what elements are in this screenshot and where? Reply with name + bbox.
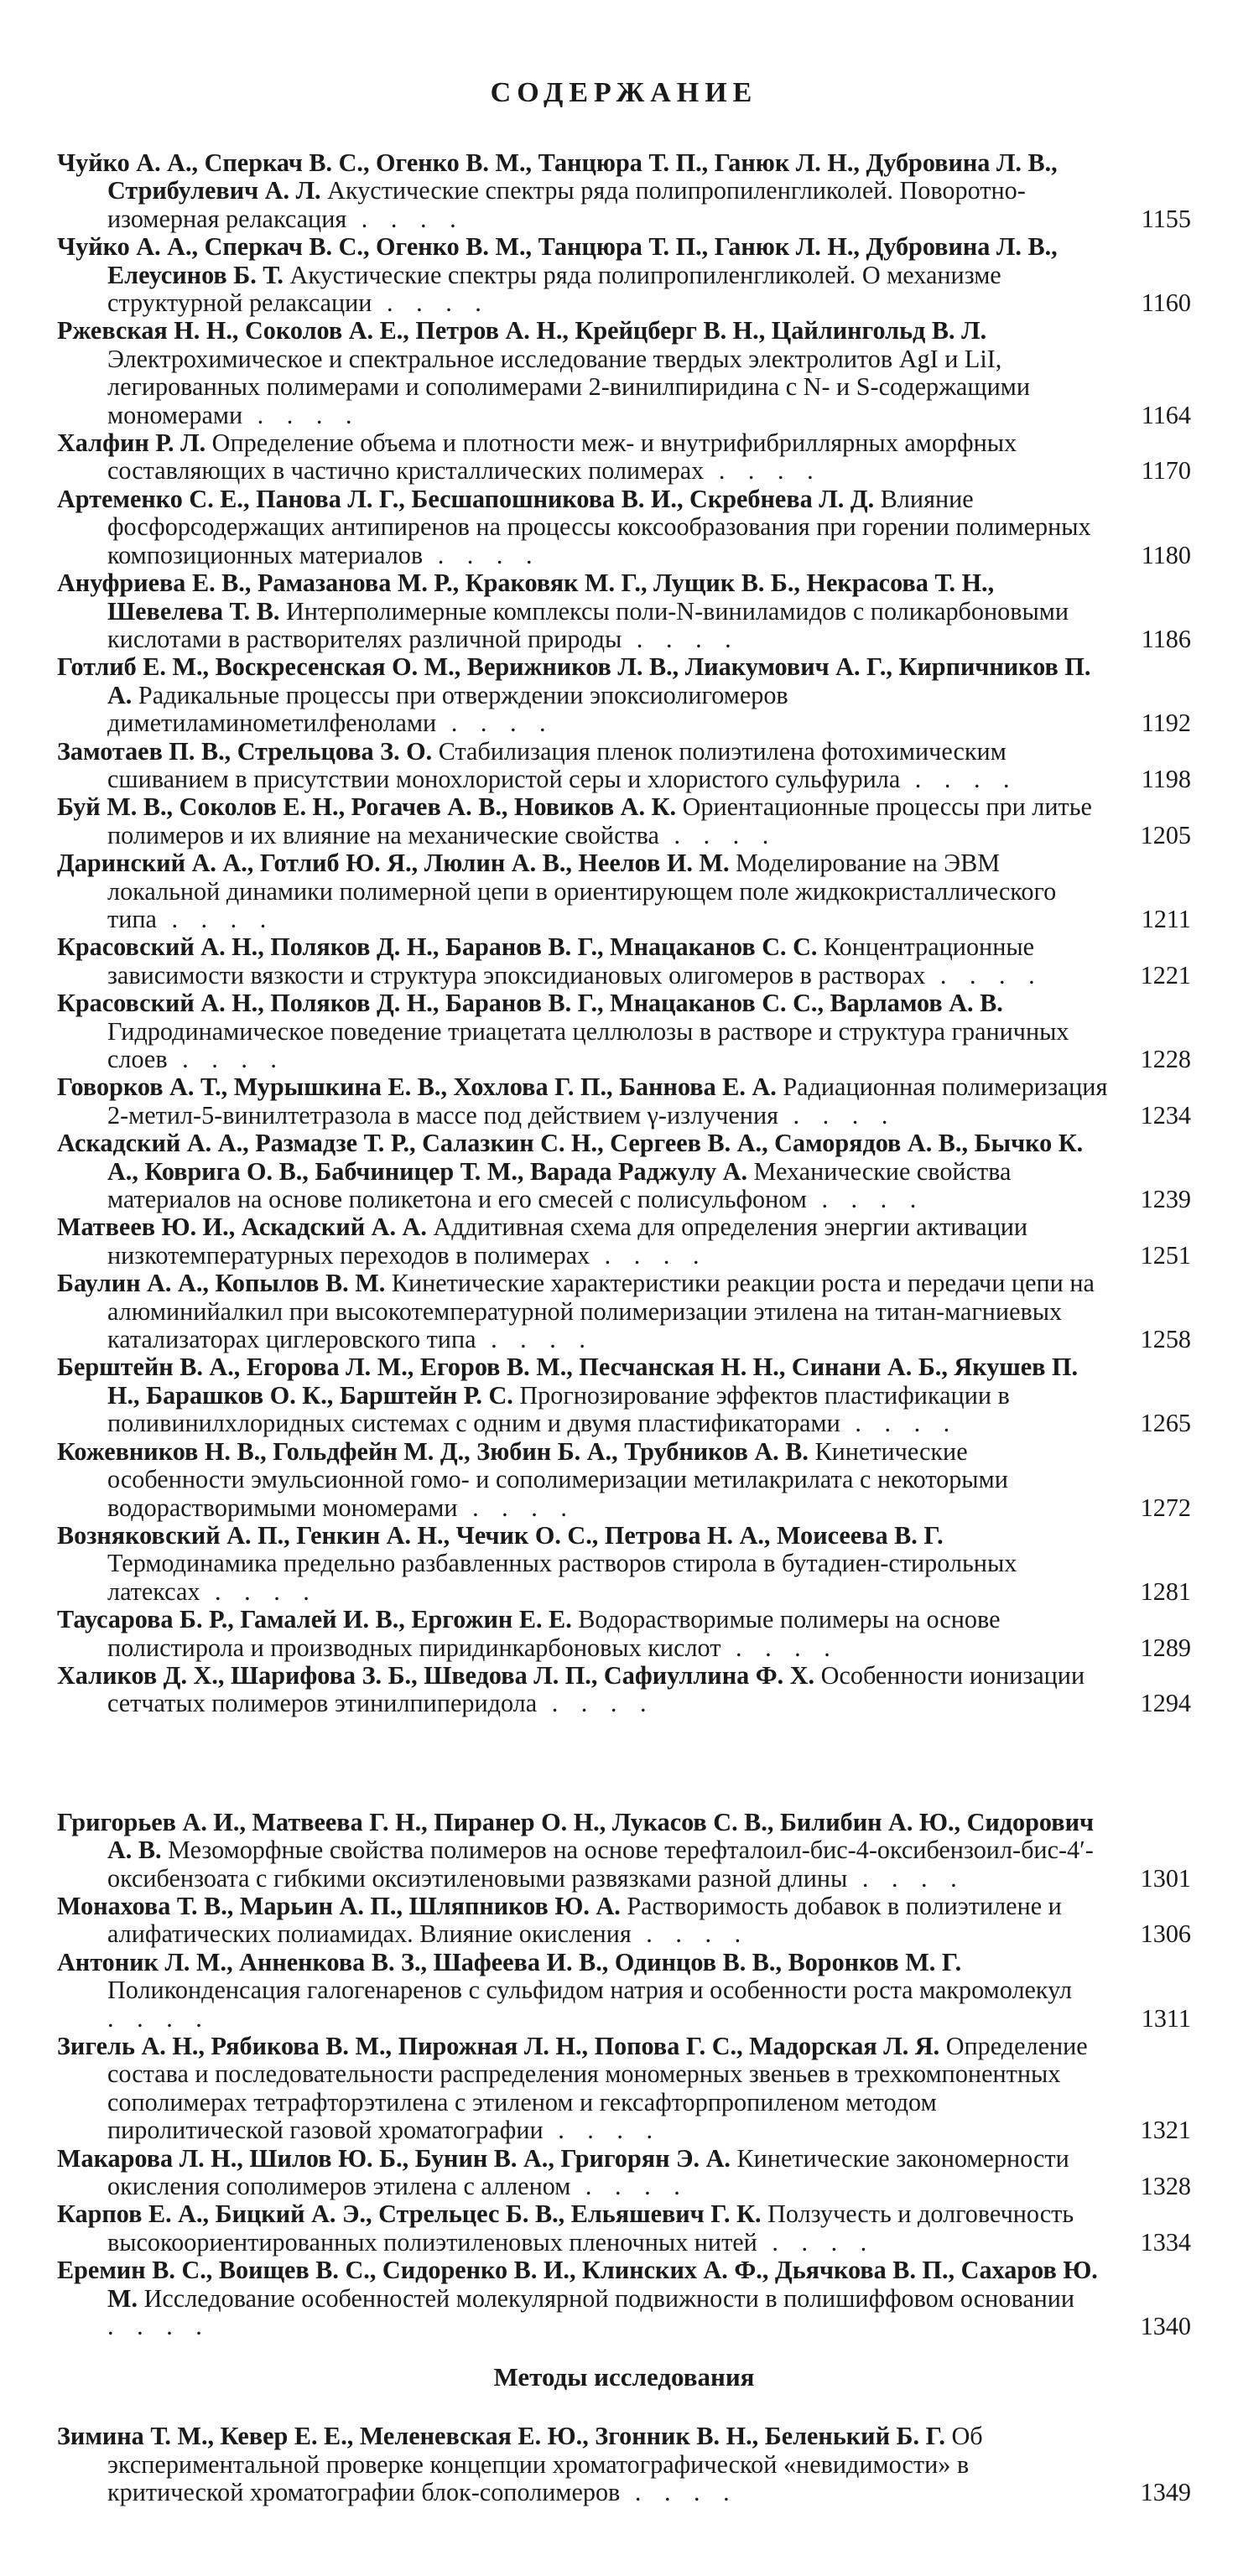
toc-entry-title: Кинетические характеристики реакции роста и передачи цепи на алюминийалкил при высокотемпературной полимеризации этилена на титан-магниевых катализаторах циглеровского типа (107, 1269, 1095, 1354)
toc-entry (57, 1606, 1191, 1662)
toc-dot-leader: . . . . (840, 1409, 959, 1438)
toc-entry-authors: Красовский А. Н., Поляков Д. Н., Баранов В. Г., Мнацаканов С. С. (57, 932, 818, 962)
toc-entry-text (57, 1130, 1191, 1213)
toc-entry-page-number: 1205 (1140, 820, 1191, 849)
toc-entry-text (57, 1522, 1191, 1606)
toc-entry-authors: Халфин Р. Л. (57, 428, 206, 458)
toc-entry-authors: Говорков А. Т., Мурышкина Е. В., Хохлова Г. П., Баннова Е. А. (57, 1072, 777, 1102)
toc-entry-page-number: 1311 (1141, 2003, 1191, 2033)
toc-entry-text (57, 2423, 1191, 2506)
toc-entry-text (57, 2033, 1191, 2145)
toc-entry-page-number: 1211 (1141, 904, 1191, 933)
toc-entry-authors: Возняковский А. П., Генкин А. Н., Чечик О. С., Петрова Н. А., Моисеева В. Г. (57, 1520, 944, 1550)
toc-entry-title: Механические свойства материалов на основе поликетона и его смесей с полисульфоном (107, 1156, 1012, 1214)
toc-entry-text (57, 233, 1191, 317)
toc-entry-authors: Антоник Л. М., Анненкова В. З., Шафеева И. В., Одинцов В. В., Воронков М. Г. (57, 1947, 962, 1976)
toc-entry-text (57, 989, 1191, 1073)
toc-entry-page-number: 1328 (1140, 2172, 1191, 2201)
toc-entry-title: Термодинамика предельно разбавленных растворов стирола в бутадиен-стирольных латексах (107, 1549, 1017, 1606)
toc-entry (57, 2257, 1191, 2340)
toc-dot-leader: . . . . (457, 1493, 575, 1522)
toc-dot-leader: . . . . (900, 764, 1018, 793)
toc-entry (57, 1438, 1191, 1522)
toc-dot-leader: . . . . (242, 400, 361, 429)
toc-entry-authors: Карпов Е. А., Бицкий А. Э., Стрельцес Б. В., Ельяшевич Г. К. (57, 2199, 762, 2229)
toc-dot-leader: . . . . (372, 288, 490, 318)
toc-entry-title: Определение состава и последовательности распределения мономерных звеньев в трехкомпонентных сополимерах тетрафторэтилена с этиленом и гексафторпропиленом методом пиролитической газовой хроматографии (107, 2032, 1088, 2145)
toc-entry-authors: Готлиб Е. М., Воскресенская О. М., Верижников Л. В., Лиакумович А. Г., Кирпичников П. А. (57, 652, 1091, 709)
toc-entry-page-number: 1180 (1141, 540, 1191, 569)
toc-entry (57, 1893, 1191, 1949)
toc-entry-page-number: 1192 (1141, 709, 1191, 738)
toc-dot-leader: . . . . (346, 204, 465, 233)
toc-entry (57, 933, 1191, 989)
toc-entry-text (57, 1893, 1191, 1949)
toc-entry (57, 1073, 1191, 1130)
toc-entry-title: Моделирование на ЭВМ локальной динамики полимерной цепи в ориентирующем поле жидкокристаллического типа (107, 849, 1057, 933)
toc-dot-leader: . . . . (476, 1325, 594, 1354)
toc-entry-authors: Монахова Т. В., Марьин А. П., Шляпников Ю. А. (57, 1891, 621, 1920)
toc-methods (57, 2423, 1191, 2506)
toc-entry-page-number: 1239 (1140, 1185, 1191, 1214)
toc-entry-page-number: 1294 (1140, 1689, 1191, 1718)
toc-entry-page-number: 1349 (1140, 2478, 1191, 2507)
toc-entry (57, 1662, 1191, 1718)
toc-entry (57, 1353, 1191, 1437)
toc-main (57, 149, 1191, 1718)
toc-entry-authors: Чуйко А. А., Сперкач В. С., Огенко В. М., Танцюра Т. П., Ганюк Л. Н., Дубровина Л. В., Стрибулевич А. Л. (57, 148, 1058, 205)
toc-dot-leader: . . . . (704, 456, 822, 486)
toc-entry-authors: Ануфриева Е. В., Рамазанова М. Р., Краковяк М. Г., Лущик В. Б., Некрасова Т. Н., Шевелева Т. В. (57, 569, 995, 626)
toc-entry-page-number: 1186 (1141, 624, 1191, 653)
toc-dot-leader: . . . . (925, 960, 1043, 989)
toc-entry (57, 2033, 1191, 2145)
toc-dot-leader: . . . . (720, 1633, 839, 1662)
toc-entry (57, 1130, 1191, 1213)
toc-entry-text (57, 1438, 1191, 1522)
toc-entry-title: Мезоморфные свойства полимеров на основе терефталоил-бис-4-оксибензоил-бис-4′-оксибензоата с гибкими оксиэтиленовыми развязками разной длины (107, 1836, 1094, 1893)
toc-entry-title: Интерполимерные комплексы поли-N-виниламидов с поликарбоновыми кислотами в растворителях различной природы (107, 596, 1069, 653)
toc-entry-page-number: 1251 (1140, 1240, 1191, 1270)
toc-dot-leader: . . . . (423, 540, 541, 569)
toc-dot-leader: . . . . (778, 1100, 897, 1130)
toc-entry-text (57, 849, 1191, 933)
toc-short-communications (57, 1809, 1191, 2341)
toc-entry-authors: Таусарова Б. Р., Гамалей И. В., Ергожин Е. Е. (57, 1605, 572, 1634)
toc-dot-leader: . . . . (167, 1045, 285, 1073)
toc-entry-title: Ползучесть и долговечность высокоориентированных полиэтиленовых пленочных нитей (107, 2199, 1074, 2257)
toc-entry-text (57, 1606, 1191, 1662)
toc-entry-authors: Даринский А. А., Готлиб Ю. Я., Люлин А. В., Неелов И. М. (57, 849, 730, 878)
toc-entry (57, 2145, 1191, 2201)
toc-entry (57, 149, 1191, 233)
toc-dot-leader: . . . . (570, 2172, 689, 2201)
toc-entry-title: Кинетические закономерности окисления сополимеров этилена с алленом (107, 2143, 1069, 2201)
toc-entry (57, 233, 1191, 317)
toc-entry-authors: Красовский А. Н., Поляков Д. Н., Баранов В. Г., Мнацаканов С. С., Варламов А. В. (57, 989, 1003, 1018)
toc-entry-page-number: 1258 (1140, 1325, 1191, 1354)
toc-entry-text (57, 1270, 1191, 1353)
toc-entry-page-number: 1228 (1140, 1045, 1191, 1073)
toc-entry-page-number: 1198 (1141, 764, 1191, 793)
section-gap (57, 1718, 1191, 1779)
toc-entry-title: Аддитивная схема для определения энергии активации низкотемпературных переходов в полимерах (107, 1213, 1028, 1270)
toc-dot-leader: . . . . (200, 1576, 318, 1606)
toc-entry-text (57, 1949, 1191, 2033)
toc-entry-text (57, 653, 1191, 737)
toc-entry-title: Гидродинамическое поведение триацетата целлюлозы в растворе и структура граничных слоев (107, 1016, 1069, 1073)
toc-entry-authors: Зимина Т. М., Кевер Е. Е., Меленевская Е. Ю., Згонник В. Н., Беленький Б. Г. (57, 2422, 945, 2451)
toc-dot-leader: . . . . (658, 820, 778, 849)
toc-entry (57, 738, 1191, 794)
toc-entry (57, 989, 1191, 1073)
toc-entry (57, 653, 1191, 737)
toc-entry-authors: Замотаев П. В., Стрельцова З. О. (57, 736, 433, 766)
toc-entry (57, 486, 1191, 569)
toc-dot-leader: . . . . (806, 1185, 925, 1214)
toc-entry-page-number: 1334 (1140, 2227, 1191, 2257)
toc-entry-text (57, 1809, 1191, 1893)
toc-entry-title: Стабилизация пленок полиэтилена фотохимическим сшиванием в присутствии монохлористой серы и хлористого сульфурила (107, 736, 1007, 793)
toc-entry-authors: Еремин В. С., Воищев В. С., Сидоренко В. И., Клинских А. Ф., Дьячкова В. П., Сахаров Ю. М. (57, 2256, 1098, 2313)
toc-entry-title: Электрохимическое и спектральное исследование твердых электролитов AgI и LiI, легированных полимерами и сополимерами 2-винилпиридина с N- и S-содержащими мономерами (107, 344, 1030, 429)
toc-entry-page-number: 1265 (1140, 1409, 1191, 1438)
toc-entry-title: Кинетические особенности эмульсионной гомо- и сополимеризации метилакрилата с некоторыми водорастворимыми мономерами (107, 1436, 1008, 1522)
toc-entry-title: Растворимость добавок в полиэтилене и алифатических полиамидах. Влияние окисления (107, 1891, 1062, 1949)
toc-dot-leader: . . . . (107, 2003, 211, 2033)
section-heading-methods: Методы исследования (493, 2362, 755, 2392)
toc-entry-title: Исследование особенностей молекулярной подвижности в полишиффовом основании (143, 2283, 1075, 2313)
toc-entry-authors: Чуйко А. А., Сперкач В. С., Огенко В. М., Танцюра Т. П., Ганюк Л. Н., Дубровина Л. В., Елеусинов Б. Т. (57, 232, 1058, 289)
toc-entry (57, 2423, 1191, 2506)
toc-entry-authors: Макарова Л. Н., Шилов Ю. Б., Бунин В. А., Григорян Э. А. (57, 2143, 731, 2173)
toc-entry (57, 1213, 1191, 1270)
toc-entry-title: Об экспериментальной проверке концепции хроматографической «невидимости» в критической хроматографии блок-сополимеров (107, 2422, 983, 2507)
toc-entry (57, 569, 1191, 653)
toc-entry-title: Радикальные процессы при отверждении эпоксиолигомеров диметиламинометилфенолами (107, 680, 788, 738)
toc-entry-title: Влияние фосфорсодержащих антипиренов на процессы коксообразования при горении полимерных композиционных материалов (107, 484, 1091, 569)
toc-entry-page-number: 1164 (1141, 400, 1191, 429)
toc-entry-title: Поликонденсация галогенаренов с сульфидом натрия и особенности роста макромолекул (107, 1976, 1072, 2005)
toc-entry (57, 1949, 1191, 2033)
toc-entry-text (57, 1073, 1191, 1130)
toc-entry-title: Концентрационные зависимости вязкости и структура эпоксидиановых олигомеров в растворах (107, 932, 1035, 989)
toc-entry-authors: Григорьев А. И., Матвеева Г. Н., Пиранер О. Н., Лукасов С. В., Билибин А. Ю., Сидорович А. В. (57, 1807, 1094, 1865)
toc-entry-page-number: 1221 (1140, 960, 1191, 989)
toc-entry-authors: Халиков Д. Х., Шарифова З. Б., Шведова Л. П., Сафиуллина Ф. Х. (57, 1660, 815, 1690)
toc-entry-page-number: 1155 (1141, 204, 1191, 233)
toc-dot-leader: . . . . (622, 624, 740, 653)
toc-entry (57, 429, 1191, 486)
toc-dot-leader: . . . . (847, 1863, 965, 1893)
toc-entry-title: Особенности ионизации сетчатых полимеров этинилпиперидола (107, 1660, 1085, 1718)
toc-entry-text (57, 1213, 1191, 1270)
toc-dot-leader: . . . . (537, 1689, 655, 1718)
toc-entry (57, 793, 1191, 849)
toc-entry-text (57, 2200, 1191, 2257)
toc-entry-text (57, 2257, 1191, 2340)
toc-entry-text (57, 793, 1191, 849)
toc-entry-page-number: 1340 (1140, 2312, 1191, 2341)
toc-entry (57, 1270, 1191, 1353)
toc-dot-leader: . . . . (757, 2227, 876, 2257)
toc-dot-leader: . . . . (436, 709, 554, 738)
toc-dot-leader: . . . . (543, 2116, 662, 2145)
toc-entry-title: Ориентационные процессы при литье полимеров и их влияние на механические свойства (107, 792, 1092, 849)
toc-entry-authors: Артеменко С. Е., Панова Л. Г., Бесшапошникова В. И., Скребнева Л. Д. (57, 484, 875, 513)
toc-entry (57, 317, 1191, 429)
toc-entry-text (57, 569, 1191, 653)
toc-entry-title: Прогнозирование эффектов пластификации в поливинилхлоридных системах с одним и двумя пластификаторами (107, 1380, 1010, 1438)
toc-dot-leader: . . . . (631, 1919, 750, 1949)
toc-dot-leader: . . . . (107, 2312, 211, 2341)
toc-entry-text (57, 1662, 1191, 1718)
toc-entry-page-number: 1306 (1140, 1919, 1191, 1949)
toc-entry (57, 2200, 1191, 2257)
toc-entry-text (57, 933, 1191, 989)
contents-page (57, 0, 1191, 2507)
toc-entry-authors: Зигель А. Н., Рябикова В. М., Пирожная Л. Н., Попова Г. С., Мадорская Л. Я. (57, 2032, 940, 2060)
toc-entry-page-number: 1170 (1141, 456, 1191, 486)
toc-entry-title: Акустические спектры ряда полипропиленгликолей. О механизме структурной релаксации (107, 260, 1001, 318)
toc-entry-title: Водорастворимые полимеры на основе полистирола и производных пиридинкарбоновых кислот (107, 1605, 1001, 1662)
toc-entry-authors: Матвеев Ю. И., Аскадский А. А. (57, 1213, 427, 1242)
toc-entry-title: Определение объема и плотности меж- и внутрифибриллярных аморфных составляющих в частично кристаллических полимерах (107, 428, 1017, 486)
toc-entry-title: Акустические спектры ряда полипропиленгликолей. Поворотно-изомерная релаксация (107, 176, 1026, 233)
toc-entry (57, 1522, 1191, 1606)
toc-entry-page-number: 1160 (1141, 288, 1191, 318)
toc-entry-authors: Ржевская Н. Н., Соколов А. Е., Петров А. Н., Крейцберг В. Н., Цайлингольд В. Л. (57, 316, 987, 345)
toc-entry (57, 1809, 1191, 1893)
toc-entry-page-number: 1272 (1140, 1493, 1191, 1522)
toc-dot-leader: . . . . (590, 1240, 708, 1270)
toc-entry-authors: Буй М. В., Соколов Е. Н., Рогачев А. В., Новиков А. К. (57, 792, 677, 822)
toc-entry-text (57, 317, 1191, 429)
toc-entry-authors: Баулин А. А., Копылов В. М. (57, 1269, 386, 1298)
toc-entry-text (57, 1353, 1191, 1437)
toc-entry-authors: Берштейн В. А., Егорова Л. М., Егоров В. М., Песчанская Н. Н., Синани А. Б., Якушев П. Н., Барашков О. К., Барштейн Р. С. (57, 1353, 1079, 1410)
toc-entry-authors: Кожевников Н. В., Гольдфейн М. Д., Зюбин Б. А., Трубников А. В. (57, 1436, 809, 1466)
toc-dot-leader: . . . . (620, 2478, 738, 2507)
toc-entry-title: Радиационная полимеризация 2-метил-5-винилтетразола в массе под действием γ-излучения (107, 1072, 1108, 1130)
toc-entry-page-number: 1301 (1140, 1863, 1191, 1893)
toc-entry-page-number: 1281 (1140, 1576, 1191, 1606)
toc-entry (57, 849, 1191, 933)
toc-entry-text (57, 486, 1191, 569)
toc-entry-text (57, 429, 1191, 486)
toc-entry-page-number: 1289 (1140, 1633, 1191, 1662)
page-title: СОДЕРЖАНИЕ (490, 77, 758, 108)
toc-entry-page-number: 1321 (1140, 2116, 1191, 2145)
toc-entry-authors: Аскадский А. А., Размадзе Т. Р., Салазкин С. Н., Сергеев В. А., Саморядов А. В., Бычко К. А., Коврига О. В., Бабчиницер Т. М., Варада Раджулу А. (57, 1129, 1084, 1186)
toc-entry-text (57, 149, 1191, 233)
toc-entry-text (57, 738, 1191, 794)
toc-entry-page-number: 1234 (1140, 1100, 1191, 1130)
toc-dot-leader: . . . . (156, 904, 275, 933)
toc-entry-text (57, 2145, 1191, 2201)
